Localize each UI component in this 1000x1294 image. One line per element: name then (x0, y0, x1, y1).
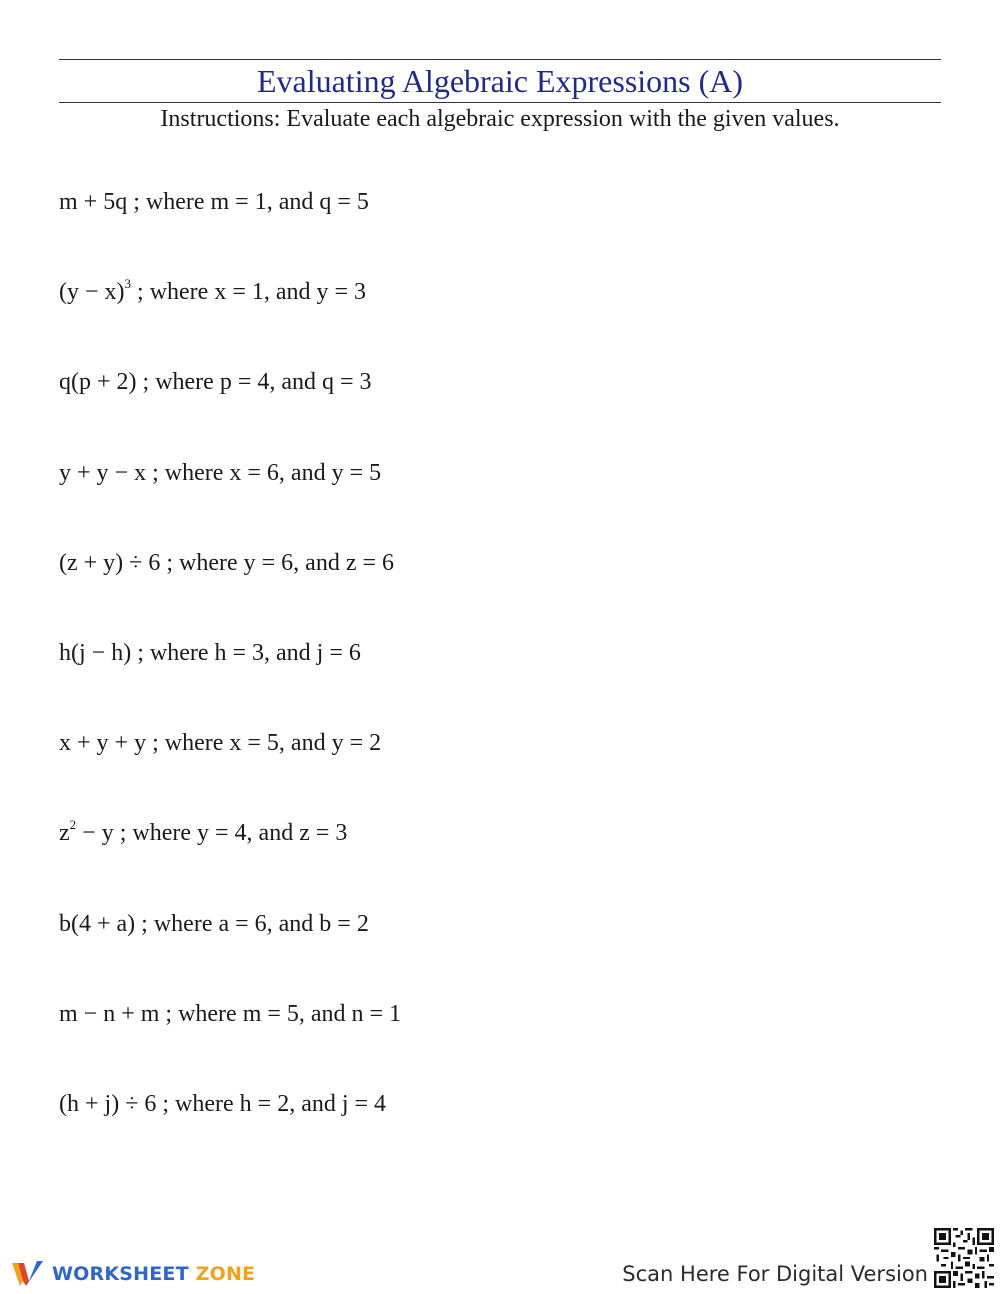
problem-given-values: ; where h = 3, and j = 6 (131, 639, 361, 666)
problem-expression: q(p + 2) (59, 369, 137, 396)
logo-word-zone: ZONE (195, 1263, 256, 1285)
problem-exponent: 2 (69, 817, 77, 833)
problem-item (59, 817, 919, 907)
problem-expression: h(j − h) (59, 639, 132, 666)
problem-given-values: ; where p = 4, and q = 3 (136, 369, 372, 396)
scan-instruction-text: Scan Here For Digital Version (622, 1262, 928, 1286)
problem-expression: m − n + m (59, 1000, 160, 1027)
problem-given-values: ; where m = 5, and n = 1 (159, 1000, 402, 1027)
logo-word-worksheet: WORKSHEET (52, 1263, 189, 1285)
page-title: Evaluating Algebraic Expressions (A) (256, 63, 744, 99)
problem-expression: (y − x) (59, 279, 125, 306)
problem-item (59, 547, 919, 637)
problem-given-values: ; where y = 4, and z = 3 (113, 820, 348, 847)
problem-expression-tail: − y (76, 820, 114, 847)
problem-given-values: ; where x = 1, and y = 3 (131, 279, 367, 306)
worksheetzone-logo[interactable] (10, 1258, 255, 1290)
problem-item (59, 366, 919, 456)
problem-item (59, 186, 919, 276)
problem-expression: m + 5q (59, 189, 128, 215)
instructions-text: Instructions: Evaluate each algebraic expression with the given values. (160, 106, 840, 132)
header-bottom-rule (59, 102, 941, 103)
problem-exponent: 3 (124, 276, 132, 292)
problem-item (59, 908, 919, 998)
problem-item (59, 637, 919, 727)
problem-expression: (h + j) ÷ 6 (59, 1090, 157, 1117)
problem-item (59, 727, 919, 817)
problem-item (59, 276, 919, 366)
problem-expression: x + y + y (59, 730, 147, 757)
problem-item (59, 998, 919, 1088)
problem-given-values: ; where y = 6, and z = 6 (160, 549, 395, 576)
logo-wordmark (52, 1263, 255, 1285)
problem-item (59, 1088, 919, 1178)
problem-item (59, 457, 919, 547)
problem-given-values: ; where a = 6, and b = 2 (135, 910, 369, 937)
worksheetzone-logo-icon (10, 1259, 46, 1289)
problem-expression: (z + y) ÷ 6 (59, 549, 161, 576)
problem-expression: b(4 + a) (59, 910, 136, 937)
problem-list (59, 186, 919, 1178)
problem-given-values: ; where h = 2, and j = 4 (156, 1090, 387, 1117)
problem-given-values: ; where m = 1, and q = 5 (127, 189, 369, 215)
problem-given-values: ; where x = 5, and y = 2 (146, 730, 382, 757)
problem-expression: z (59, 820, 70, 847)
qr-code-icon[interactable] (934, 1228, 994, 1288)
problem-given-values: ; where x = 6, and y = 5 (146, 459, 382, 486)
problem-expression: y + y − x (59, 459, 147, 486)
